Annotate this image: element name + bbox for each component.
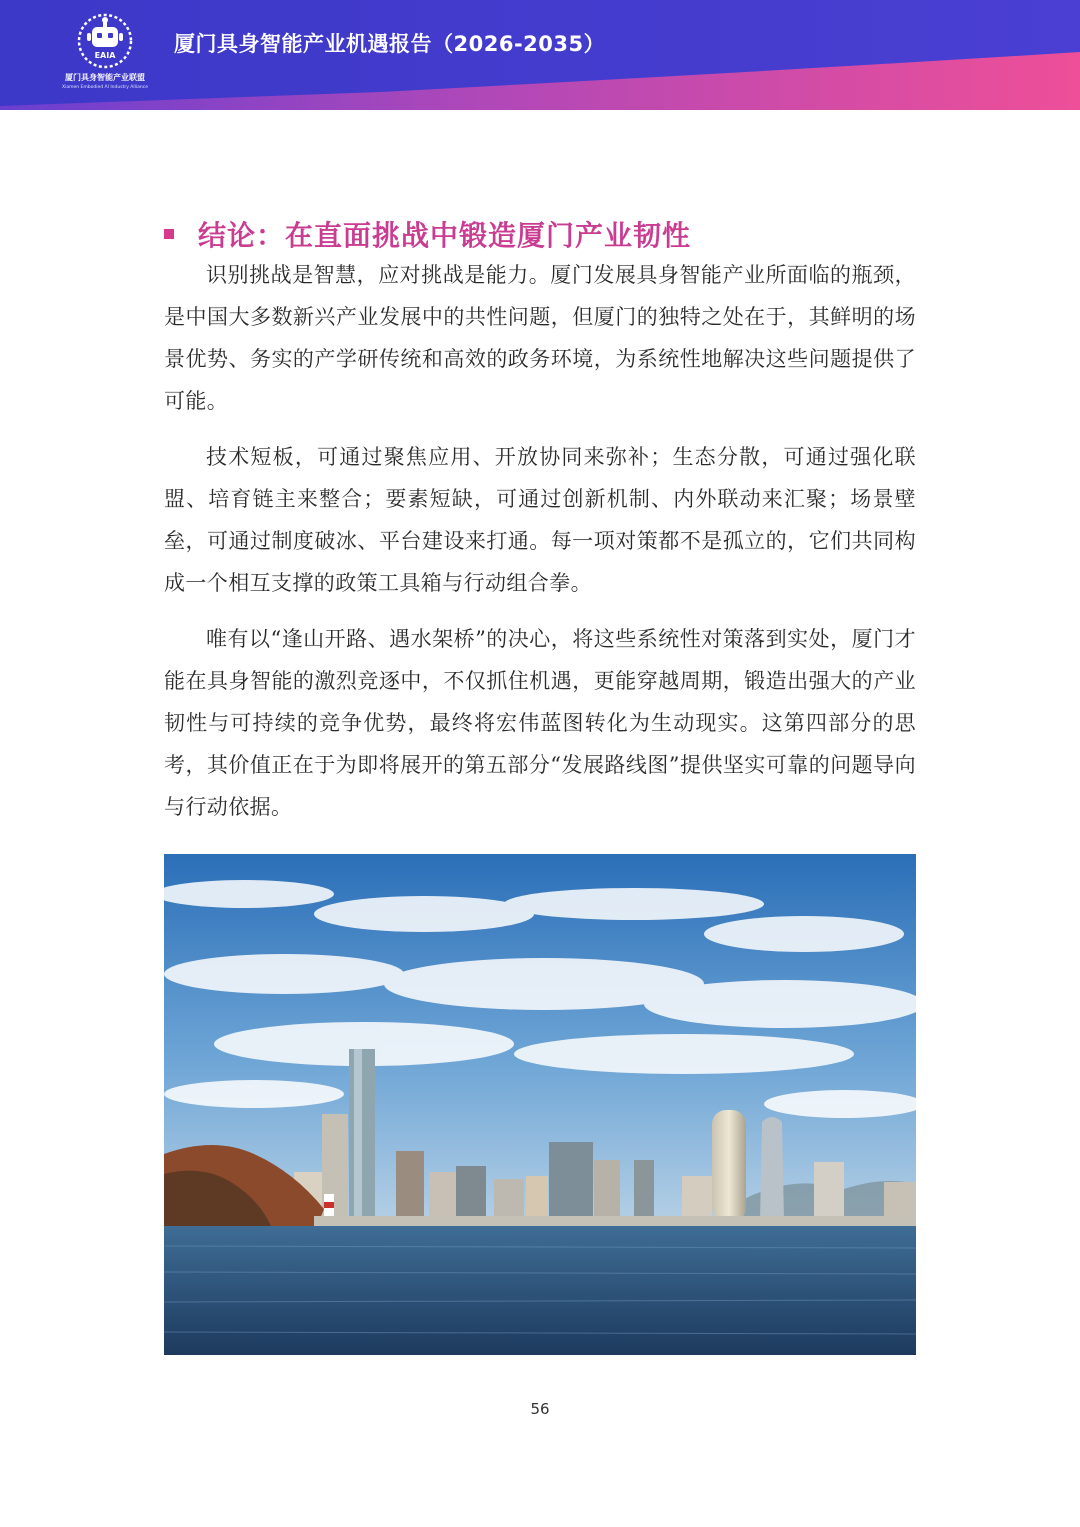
body-text bbox=[164, 254, 916, 842]
xiamen-skyline-photo bbox=[164, 854, 916, 1355]
logo-mark-text: EAIA bbox=[94, 51, 116, 60]
page-number: 56 bbox=[530, 1400, 550, 1418]
logo-alliance-name: 厦门具身智能产业联盟 bbox=[65, 73, 145, 82]
section-heading-text: 结论：在直面挑战中锻造厦门产业韧性 bbox=[198, 219, 692, 252]
robot-logo-icon bbox=[75, 12, 135, 70]
paragraph-1: 识别挑战是智慧，应对挑战是能力。厦门发展具身智能产业所面临的瓶颈，是中国大多数新兴产业发展中的共性问题，但厦门的独特之处在于，其鲜明的场景优势、务实的产学研传统和高效的政务环境，为系统性地解决这些问题提供了可能。 bbox=[164, 263, 916, 413]
skyline-illustration bbox=[164, 854, 916, 1355]
square-bullet-icon bbox=[164, 229, 174, 239]
report-header-banner bbox=[0, 0, 1080, 110]
paragraph-3: 唯有以“逢山开路、遇水架桥”的决心，将这些系统性对策落到实处，厦门才能在具身智能的激烈竞逐中，不仅抓住机遇，更能穿越周期，锻造出强大的产业韧性与可持续的竞争优势，最终将宏伟蓝图转化为生动现实。这第四部分的思考，其价值正在于为即将展开的第五部分“发展路线图”提供坚实可靠的问题导向与行动依据。 bbox=[164, 627, 916, 819]
logo-alliance-subtitle: Xiamen Embodied AI Industry Alliance bbox=[62, 85, 148, 90]
paragraph-2: 技术短板，可通过聚焦应用、开放协同来弥补；生态分散，可通过强化联盟、培育链主来整合；要素短缺，可通过创新机制、内外联动来汇聚；场景壁垒，可通过制度破冰、平台建设来打通。每一项对策都不是孤立的，它们共同构成一个相互支撑的政策工具箱与行动组合拳。 bbox=[164, 445, 916, 595]
section-heading bbox=[164, 214, 691, 254]
report-title: 厦门具身智能产业机遇报告（2026-2035） bbox=[174, 32, 606, 56]
alliance-logo bbox=[55, 12, 155, 96]
